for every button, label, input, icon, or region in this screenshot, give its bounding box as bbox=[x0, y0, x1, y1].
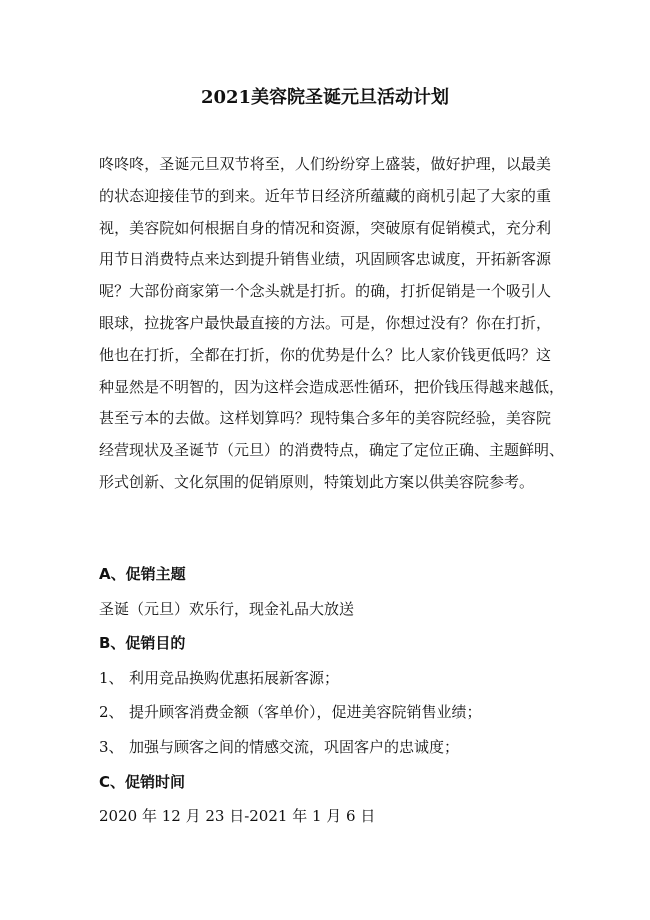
promotion-sections bbox=[99, 557, 559, 834]
list-item-text: 利用竞品换购优惠拓展新客源； bbox=[129, 668, 340, 687]
list-item-text: 提升顾客消费金额（客单价），促进美容院销售业绩； bbox=[129, 703, 482, 722]
intro-line: 的状态迎接佳节的到来。近年节日经济所蕴藏的商机引起了大家的重 bbox=[99, 186, 551, 205]
intro-line: 呢？大部份商家第一个念头就是打折。的确，打折促销是一个吸引人 bbox=[99, 282, 551, 301]
intro-line: 视，美容院如何根据自身的情况和资源，突破原有促销模式，充分利 bbox=[99, 218, 551, 237]
section-b-heading: B、促销目的 bbox=[99, 634, 186, 653]
list-item bbox=[99, 730, 559, 765]
intro-line: 种显然是不明智的，因为这样会造成恶性循环，把价钱压得越来越低， bbox=[99, 377, 565, 396]
document-title: 2021美容院圣诞元旦活动计划 bbox=[200, 87, 450, 108]
list-item-text: 加强与顾客之间的情感交流，巩固客户的忠诚度； bbox=[129, 737, 460, 756]
section-c-content: 2020 年 12 月 23 日-2021 年 1 月 6 日 bbox=[99, 807, 376, 826]
section-a-content: 圣诞（元旦）欢乐行，现金礼品大放送 bbox=[99, 599, 355, 618]
list-item bbox=[99, 661, 559, 696]
intro-line: 甚至亏本的去做。这样划算吗？现特集合多年的美容院经验，美容院 bbox=[99, 409, 551, 428]
intro-paragraph bbox=[99, 149, 565, 499]
intro-line: 形式创新、文化氛围的促销原则，特策划此方案以供美容院参考。 bbox=[99, 472, 535, 491]
intro-line: 他也在打折，全都在打折，你的优势是什么？比人家价钱更低吗？这 bbox=[99, 345, 551, 364]
intro-line: 眼球，拉拢客户最快最直接的方法。可是，你想过没有？你在打折， bbox=[99, 313, 551, 332]
list-item bbox=[99, 695, 559, 730]
intro-line: 用节日消费特点来达到提升销售业绩，巩固顾客忠诚度，开拓新客源 bbox=[99, 250, 551, 269]
list-item-number: 1、 bbox=[99, 668, 124, 687]
list-item-number: 2、 bbox=[99, 703, 124, 722]
list-item-number: 3、 bbox=[99, 737, 124, 756]
intro-line: 咚咚咚，圣诞元旦双节将至，人们纷纷穿上盛装，做好护理，以最美 bbox=[99, 155, 551, 173]
section-a-heading: A、促销主题 bbox=[99, 565, 186, 583]
section-c-heading: C、促销时间 bbox=[99, 772, 186, 791]
intro-line: 经营现状及圣诞节（元旦）的消费特点，确定了定位正确、主题鲜明、 bbox=[99, 441, 565, 460]
